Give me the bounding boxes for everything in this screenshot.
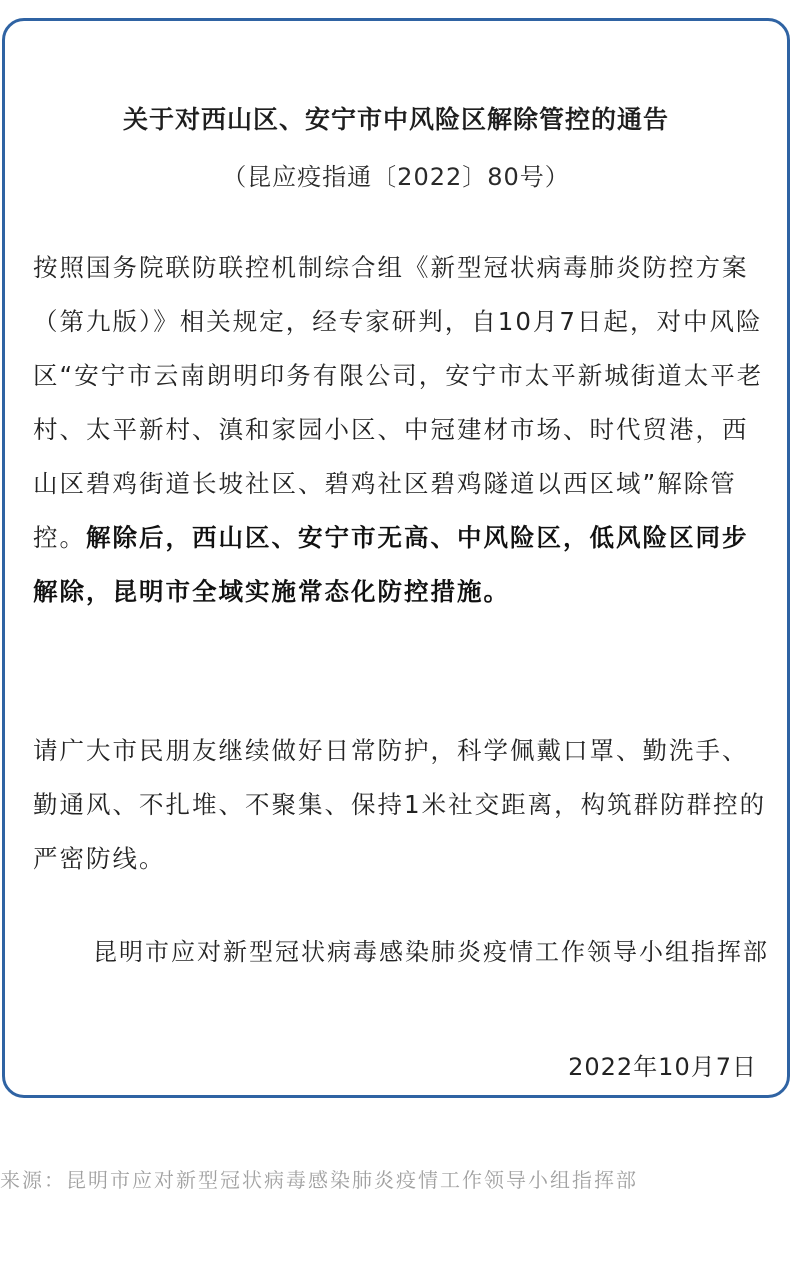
document-number: （昆应疫指通〔2022〕80号） <box>222 163 570 191</box>
paragraph-1-text: 按照国务院联防联控机制综合组《新型冠状病毒肺炎防控方案（第九版）》相关规定，经专家研判，自10月7日起，对中风险区“安宁市云南朗明印务有限公司，安宁市太平新城街道太平老村、太平新村、滇和家园小区、中冠建材市场、时代贸港，西山区碧鸡街道长坡社区、碧鸡社区碧鸡隧道以西区域”解除管控。 <box>33 253 764 552</box>
source-line: 来源：昆明市应对新型冠状病毒感染肺炎疫情工作领导小组指挥部 <box>0 1168 638 1192</box>
notice-paragraph-1 <box>33 241 773 619</box>
notice-card <box>2 18 790 1098</box>
issuing-authority: 昆明市应对新型冠状病毒感染肺炎疫情工作领导小组指挥部 <box>93 938 769 966</box>
notice-title: 关于对西山区、安宁市中风险区解除管控的通告 <box>122 105 669 134</box>
issue-date: 2022年10月7日 <box>568 1053 757 1081</box>
paragraph-1-bold-text: 解除后，西山区、安宁市无高、中风险区，低风险区同步解除，昆明市全域实施常态化防控措施。 <box>33 523 749 606</box>
notice-paragraph-2: 请广大市民朋友继续做好日常防护，科学佩戴口罩、勤洗手、勤通风、不扎堆、不聚集、保持1米社交距离，构筑群防群控的严密防线。 <box>33 736 767 873</box>
